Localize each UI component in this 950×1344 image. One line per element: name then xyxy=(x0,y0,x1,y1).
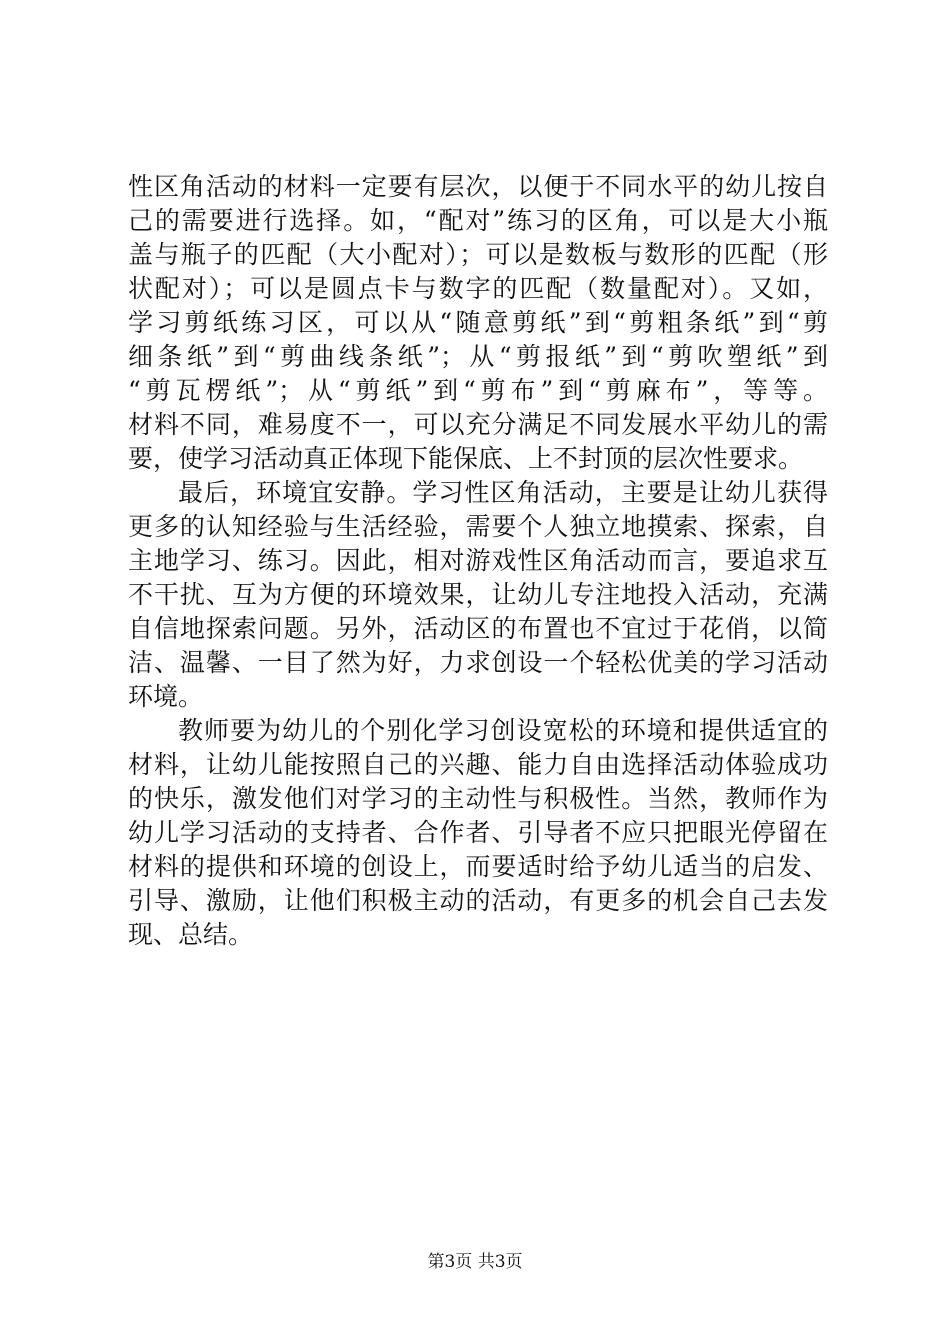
text-line: 不干扰、互为方便的环境效果，让幼儿专注地投入活动，充满 xyxy=(128,580,828,609)
text-line: 盖与瓶子的匹配（大小配对）；可以是数板与数形的匹配（形 xyxy=(128,240,828,269)
paragraph xyxy=(128,714,828,952)
paragraph xyxy=(128,170,828,476)
text-line: “剪瓦楞纸”；从“剪纸”到“剪布”到“剪麻布”，等等。 xyxy=(128,376,828,405)
text-line: 性区角活动的材料一定要有层次，以便于不同水平的幼儿按自 xyxy=(128,172,828,201)
text-line: 己的需要进行选择。如，“配对”练习的区角，可以是大小瓶 xyxy=(128,206,828,235)
page-number-footer: 第3页 共3页 xyxy=(427,1252,523,1272)
text-line: 自信地探索问题。另外，活动区的布置也不宜过于花俏，以简 xyxy=(128,614,828,643)
text-line: 材料不同，难易度不一，可以充分满足不同发展水平幼儿的需 xyxy=(128,410,828,439)
text-line: 的快乐，激发他们对学习的主动性与积极性。当然，教师作为 xyxy=(128,784,828,813)
text-line: 引导、激励，让他们积极主动的活动，有更多的机会自己去发 xyxy=(128,886,828,915)
document-body xyxy=(128,170,828,952)
text-line: 主地学习、练习。因此，相对游戏性区角活动而言，要追求互 xyxy=(128,546,828,575)
text-line: 更多的认知经验与生活经验，需要个人独立地摸索、探索，自 xyxy=(128,512,828,541)
text-line: 细条纸”到“剪曲线条纸”；从“剪报纸”到“剪吹塑纸”到 xyxy=(128,342,828,371)
text-line: 最后，环境宜安静。学习性区角活动，主要是让幼儿获得 xyxy=(178,478,828,507)
text-line: 环境。 xyxy=(128,682,204,711)
text-line: 学习剪纸练习区，可以从“随意剪纸”到“剪粗条纸”到“剪 xyxy=(128,308,828,337)
paragraph xyxy=(128,476,828,714)
text-line: 幼儿学习活动的支持者、合作者、引导者不应只把眼光停留在 xyxy=(128,818,828,847)
text-line: 洁、温馨、一目了然为好，力求创设一个轻松优美的学习活动 xyxy=(128,648,828,677)
text-line: 现、总结。 xyxy=(128,920,254,949)
text-line: 教师要为幼儿的个别化学习创设宽松的环境和提供适宜的 xyxy=(178,716,828,745)
text-line: 材料，让幼儿能按照自己的兴趣、能力自由选择活动体验成功 xyxy=(128,750,828,779)
text-line: 状配对）；可以是圆点卡与数字的匹配（数量配对）。又如， xyxy=(128,274,828,303)
text-line: 材料的提供和环境的创设上，而要适时给予幼儿适当的启发、 xyxy=(128,852,828,881)
text-line: 要，使学习活动真正体现下能保底、上不封顶的层次性要求。 xyxy=(128,444,804,473)
